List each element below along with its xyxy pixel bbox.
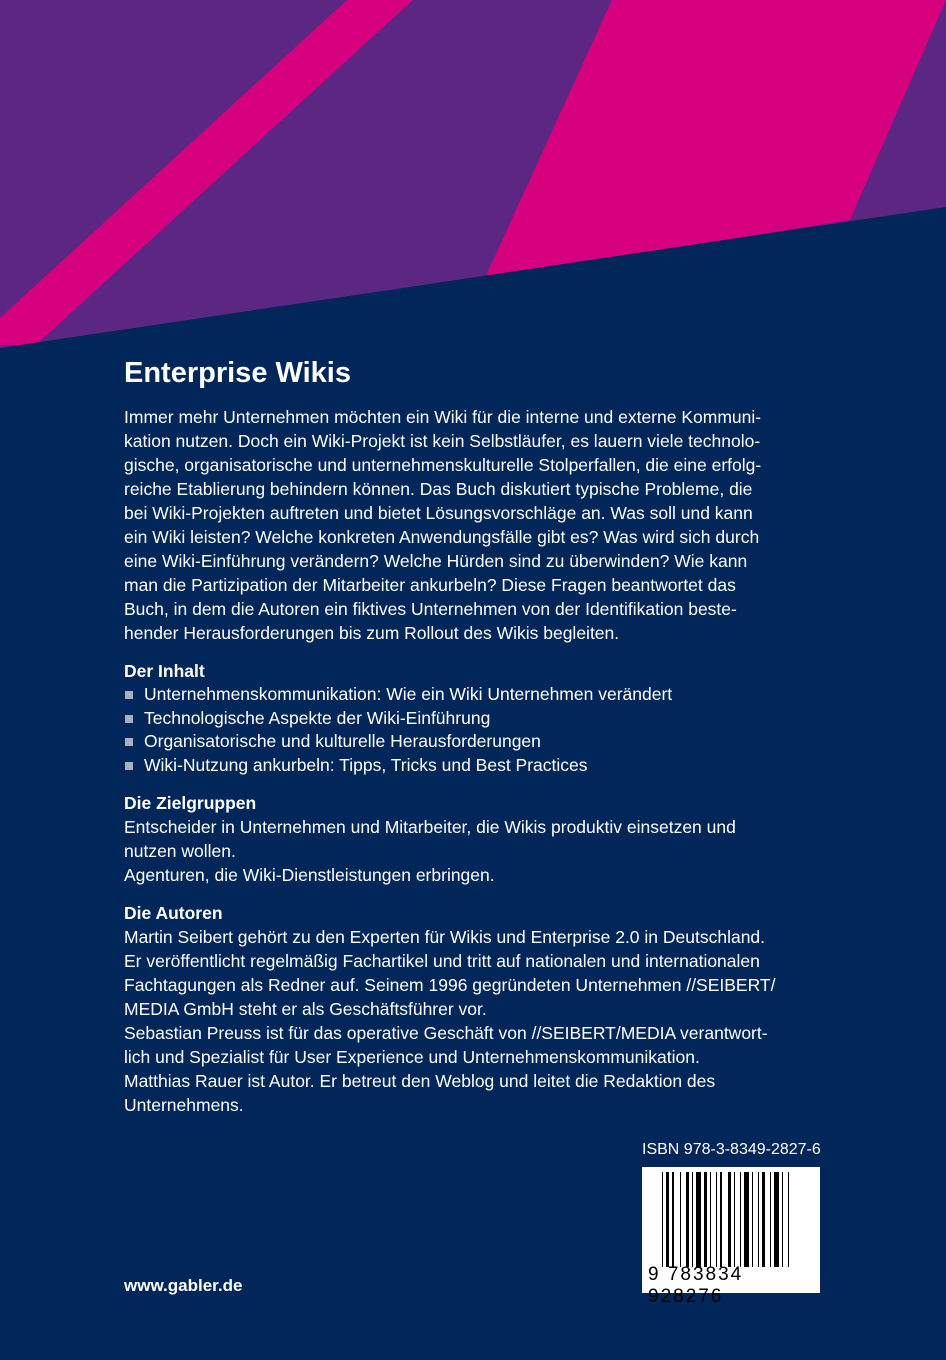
barcode-bar xyxy=(686,1172,689,1267)
list-item xyxy=(124,683,844,707)
barcode-bar xyxy=(716,1172,717,1267)
publisher-url: www.gabler.de xyxy=(124,1276,243,1295)
barcode-bar xyxy=(704,1172,707,1267)
barcode-bar xyxy=(774,1172,778,1267)
text-line: MEDIA GmbH steht er als Geschäftsführer vor. xyxy=(124,999,487,1019)
text-line: Entscheider in Unternehmen und Mitarbeiter, die Wikis produktiv einsetzen und xyxy=(124,817,736,837)
text-line: Unternehmens. xyxy=(124,1095,244,1115)
barcode-bar xyxy=(788,1172,789,1267)
barcode-bar xyxy=(734,1172,735,1267)
list-item xyxy=(124,707,844,731)
barcode-bar xyxy=(728,1172,731,1267)
text-line: Er veröffentlicht regelmäßig Fachartikel und tritt auf nationalen und internationalen xyxy=(124,951,760,971)
barcode-bar xyxy=(744,1172,748,1267)
barcode-bar xyxy=(696,1172,700,1267)
barcode-bar xyxy=(672,1172,673,1267)
text-line: Matthias Rauer ist Autor. Er betreut den Weblog und leitet die Redaktion des xyxy=(124,1071,716,1091)
barcode-bar xyxy=(710,1172,711,1267)
text-line: bei Wiki-Projekten auftreten und bietet Lösungsvorschläge an. Was soll und kann xyxy=(124,503,753,523)
barcode-bar xyxy=(752,1172,753,1267)
barcode-bars xyxy=(662,1172,802,1267)
list-item xyxy=(124,730,844,754)
section-heading-inhalt: Der Inhalt xyxy=(124,661,205,681)
text-line: gische, organisatorische und unternehmenskulturelle Stolperfallen, die eine erfolg- xyxy=(124,455,762,475)
text-line: lich und Spezialist für User Experience und Unternehmenskommunikation. xyxy=(124,1047,700,1067)
barcode-bar xyxy=(782,1172,783,1267)
list-item-text: Wiki-Nutzung ankurbeln: Tipps, Tricks und Best Practices xyxy=(144,754,588,775)
list-item-text: Unternehmenskommunikation: Wie ein Wiki Unternehmen verändert xyxy=(144,684,673,704)
text-line: Immer mehr Unternehmen möchten ein Wiki für die interne und externe Kommuni- xyxy=(124,407,762,427)
barcode-bar xyxy=(680,1172,681,1267)
barcode-bar xyxy=(762,1172,765,1267)
barcode-bar xyxy=(692,1172,693,1267)
zielgruppen-text xyxy=(124,815,844,887)
text-line: hender Herausforderungen bis zum Rollout des Wikis begleiten. xyxy=(124,623,620,643)
section-heading-zielgruppen: Die Zielgruppen xyxy=(124,793,257,813)
text-line: man die Partizipation der Mitarbeiter ankurbeln? Diese Fragen beantwortet das xyxy=(124,575,736,595)
list-item xyxy=(124,754,844,778)
barcode-bar xyxy=(666,1172,669,1267)
inhalt-list xyxy=(124,683,844,777)
book-title: Enterprise Wikis xyxy=(124,357,351,389)
barcode-bar xyxy=(758,1172,759,1267)
back-cover-text xyxy=(124,355,844,1117)
bullet-square-icon xyxy=(125,762,133,770)
bullet-square-icon xyxy=(125,715,133,723)
text-line: Martin Seibert gehört zu den Experten für Wikis und Enterprise 2.0 in Deutschland. xyxy=(124,927,766,947)
list-item-text: Technologische Aspekte der Wiki-Einführung xyxy=(144,707,491,728)
text-line: reiche Etablierung behindern können. Das Buch diskutiert typische Probleme, die xyxy=(124,479,753,499)
barcode-number: 9 783834 928276 xyxy=(648,1264,744,1307)
barcode xyxy=(642,1167,820,1307)
bullet-square-icon xyxy=(125,738,133,746)
intro-text xyxy=(124,405,844,645)
barcode-bar xyxy=(662,1172,663,1267)
text-line: nutzen wollen. xyxy=(124,841,236,861)
section-heading-autoren: Die Autoren xyxy=(124,903,223,923)
barcode-bar xyxy=(740,1172,741,1267)
text-line: kation nutzen. Doch ein Wiki-Projekt ist kein Selbstläufer, es lauern viele technolo- xyxy=(124,431,761,451)
text-line: Buch, in dem die Autoren ein fiktives Unternehmen von der Identifikation beste- xyxy=(124,599,737,619)
autoren-text xyxy=(124,925,844,1117)
barcode-bar xyxy=(770,1172,771,1267)
bullet-square-icon xyxy=(125,691,133,699)
text-line: Sebastian Preuss ist für das operative Geschäft von //SEIBERT/MEDIA verantwort- xyxy=(124,1023,768,1043)
text-line: Agenturen, die Wiki-Dienstleistungen erbringen. xyxy=(124,865,495,885)
isbn-label: ISBN 978-3-8349-2827-6 xyxy=(642,1141,821,1158)
barcode-bar xyxy=(720,1172,721,1267)
text-line: ein Wiki leisten? Welche konkreten Anwendungsfälle gibt es? Was wird sich durch xyxy=(124,527,760,547)
text-line: eine Wiki-Einführung verändern? Welche Hürden sind zu überwinden? Wie kann xyxy=(124,551,748,571)
text-line: Fachtagungen als Redner auf. Seinem 1996 gegründeten Unternehmen //SEIBERT/ xyxy=(124,975,776,995)
list-item-text: Organisatorische und kulturelle Herausforderungen xyxy=(144,731,541,751)
